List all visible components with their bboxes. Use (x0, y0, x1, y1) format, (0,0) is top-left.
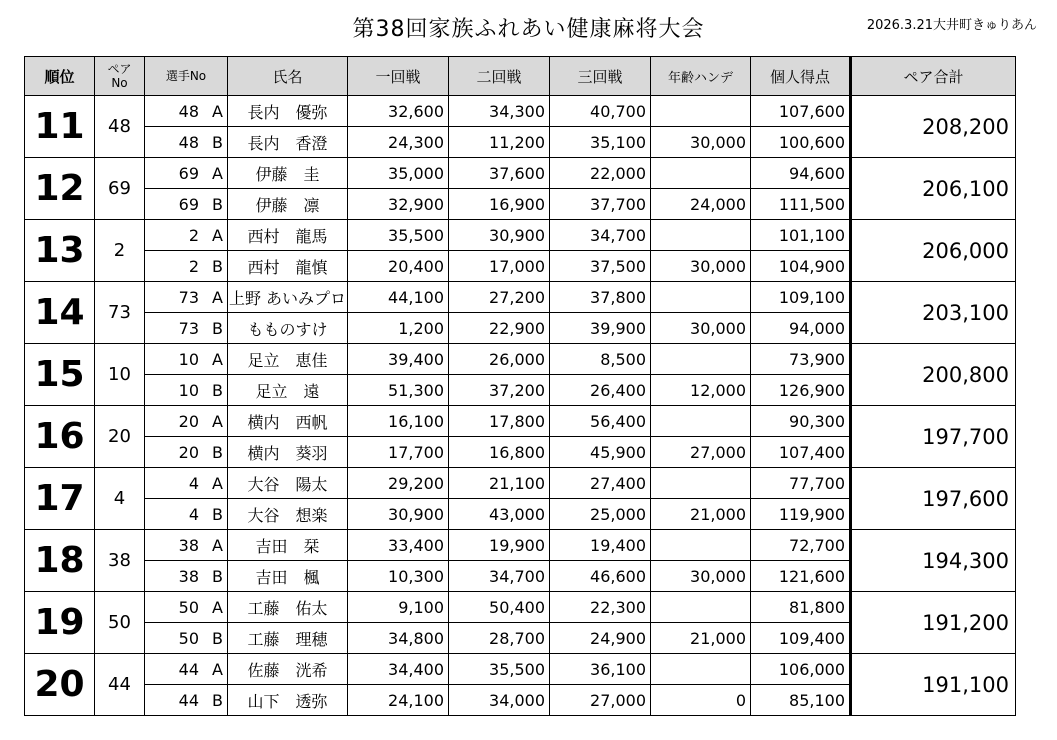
pair-total-cell: 206,100 (851, 158, 1016, 220)
pair-no-cell: 4 (95, 468, 145, 530)
pair-total-cell: 206,000 (851, 220, 1016, 282)
rank-cell: 20 (25, 654, 95, 716)
player-letter: B (212, 690, 223, 710)
round2-cell: 50,400 (449, 592, 550, 623)
header-round2: 二回戦 (449, 57, 550, 96)
round3-cell: 37,800 (550, 282, 651, 313)
header-player-no: 選手No (145, 57, 228, 96)
player-number: 44 (178, 659, 199, 679)
age-handicap-cell: 30,000 (651, 251, 751, 282)
player-no-cell (145, 685, 228, 716)
individual-score-cell: 126,900 (751, 375, 851, 406)
rank-cell: 16 (25, 406, 95, 468)
player-number: 48 (178, 101, 199, 121)
age-handicap-cell (651, 654, 751, 685)
player-no-cell (145, 530, 228, 561)
player-no-cell (145, 561, 228, 592)
round1-cell: 39,400 (348, 344, 449, 375)
player-name-cell: 伊藤 圭 (228, 158, 348, 189)
age-handicap-cell: 24,000 (651, 189, 751, 220)
header-name: 氏名 (228, 57, 348, 96)
round3-cell: 25,000 (550, 499, 651, 530)
round3-cell: 40,700 (550, 96, 651, 127)
header-pair-no-line1: ペア (107, 62, 132, 76)
pair-total-cell: 191,200 (851, 592, 1016, 654)
player-number: 10 (178, 380, 199, 400)
player-no-cell (145, 499, 228, 530)
age-handicap-cell: 27,000 (651, 437, 751, 468)
individual-score-cell: 81,800 (751, 592, 851, 623)
player-name-cell: 西村 龍馬 (228, 220, 348, 251)
player-name-cell: 伊藤 凛 (228, 189, 348, 220)
player-number: 4 (188, 473, 199, 493)
table-row (25, 96, 1016, 127)
player-number: 50 (178, 597, 199, 617)
individual-score-cell: 104,900 (751, 251, 851, 282)
individual-score-cell: 109,400 (751, 623, 851, 654)
round2-cell: 37,600 (449, 158, 550, 189)
individual-score-cell: 107,600 (751, 96, 851, 127)
rank-cell: 17 (25, 468, 95, 530)
round1-cell: 29,200 (348, 468, 449, 499)
round2-cell: 34,700 (449, 561, 550, 592)
player-letter: B (212, 318, 223, 338)
player-no-cell (145, 282, 228, 313)
date-venue: 2026.3.21大井町きゅりあん (866, 18, 1037, 33)
player-name-cell: 長内 優弥 (228, 96, 348, 127)
table-row (25, 220, 1016, 251)
round2-cell: 34,300 (449, 96, 550, 127)
player-letter: B (212, 566, 223, 586)
player-number: 38 (178, 535, 199, 555)
pair-no-cell: 50 (95, 592, 145, 654)
age-handicap-cell (651, 406, 751, 437)
player-name-cell: 大谷 陽太 (228, 468, 348, 499)
age-handicap-cell (651, 96, 751, 127)
round3-cell: 36,100 (550, 654, 651, 685)
page-title: 第38回家族ふれあい健康麻将大会 (352, 17, 705, 42)
individual-score-cell: 73,900 (751, 344, 851, 375)
rank-cell: 11 (25, 96, 95, 158)
age-handicap-cell: 12,000 (651, 375, 751, 406)
player-number: 10 (178, 349, 199, 369)
header-round3: 三回戦 (550, 57, 651, 96)
player-no-cell (145, 468, 228, 499)
round1-cell: 10,300 (348, 561, 449, 592)
player-letter: B (212, 132, 223, 152)
player-no-cell (145, 251, 228, 282)
pair-no-cell: 44 (95, 654, 145, 716)
round3-cell: 35,100 (550, 127, 651, 158)
round1-cell: 32,600 (348, 96, 449, 127)
round2-cell: 21,100 (449, 468, 550, 499)
player-letter: A (212, 411, 223, 431)
round2-cell: 17,000 (449, 251, 550, 282)
player-name-cell: 横内 西帆 (228, 406, 348, 437)
player-letter: A (212, 101, 223, 121)
rank-cell: 19 (25, 592, 95, 654)
round1-cell: 30,900 (348, 499, 449, 530)
round3-cell: 37,700 (550, 189, 651, 220)
player-no-cell (145, 189, 228, 220)
player-name-cell: 足立 遠 (228, 375, 348, 406)
player-number: 73 (178, 287, 199, 307)
round2-cell: 19,900 (449, 530, 550, 561)
table-row (25, 158, 1016, 189)
round3-cell: 37,500 (550, 251, 651, 282)
age-handicap-cell: 0 (651, 685, 751, 716)
header-rank: 順位 (25, 57, 95, 96)
round1-cell: 1,200 (348, 313, 449, 344)
player-no-cell (145, 406, 228, 437)
pair-no-cell: 48 (95, 96, 145, 158)
table-row (25, 468, 1016, 499)
age-handicap-cell: 21,000 (651, 499, 751, 530)
round2-cell: 17,800 (449, 406, 550, 437)
header-pair-total: ペア合計 (851, 57, 1016, 96)
player-name-cell: 吉田 楓 (228, 561, 348, 592)
rank-cell: 13 (25, 220, 95, 282)
round2-cell: 22,900 (449, 313, 550, 344)
round1-cell: 35,500 (348, 220, 449, 251)
header-age-handicap: 年齢ハンデ (651, 57, 751, 96)
round2-cell: 16,900 (449, 189, 550, 220)
age-handicap-cell (651, 344, 751, 375)
pair-total-cell: 200,800 (851, 344, 1016, 406)
player-letter: A (212, 349, 223, 369)
individual-score-cell: 107,400 (751, 437, 851, 468)
round2-cell: 43,000 (449, 499, 550, 530)
player-number: 20 (178, 411, 199, 431)
round3-cell: 8,500 (550, 344, 651, 375)
table-row (25, 344, 1016, 375)
round3-cell: 24,900 (550, 623, 651, 654)
player-no-cell (145, 158, 228, 189)
table-row (25, 282, 1016, 313)
individual-score-cell: 121,600 (751, 561, 851, 592)
player-letter: B (212, 442, 223, 462)
player-no-cell (145, 654, 228, 685)
player-name-cell: 大谷 想楽 (228, 499, 348, 530)
age-handicap-cell (651, 468, 751, 499)
round1-cell: 51,300 (348, 375, 449, 406)
player-number: 69 (178, 194, 199, 214)
round2-cell: 16,800 (449, 437, 550, 468)
age-handicap-cell: 30,000 (651, 561, 751, 592)
age-handicap-cell (651, 220, 751, 251)
player-letter: B (212, 194, 223, 214)
round2-cell: 37,200 (449, 375, 550, 406)
player-letter: A (212, 225, 223, 245)
player-number: 4 (188, 504, 199, 524)
age-handicap-cell: 30,000 (651, 127, 751, 158)
individual-score-cell: 90,300 (751, 406, 851, 437)
age-handicap-cell: 21,000 (651, 623, 751, 654)
results-body (25, 96, 1016, 716)
header-individual-score: 個人得点 (751, 57, 851, 96)
round1-cell: 9,100 (348, 592, 449, 623)
individual-score-cell: 77,700 (751, 468, 851, 499)
player-no-cell (145, 344, 228, 375)
pair-no-cell: 10 (95, 344, 145, 406)
player-number: 38 (178, 566, 199, 586)
rank-cell: 12 (25, 158, 95, 220)
player-no-cell (145, 313, 228, 344)
round2-cell: 30,900 (449, 220, 550, 251)
player-letter: B (212, 380, 223, 400)
round3-cell: 34,700 (550, 220, 651, 251)
individual-score-cell: 100,600 (751, 127, 851, 158)
pair-no-cell: 2 (95, 220, 145, 282)
player-number: 48 (178, 132, 199, 152)
header-pair-no-line2: No (111, 76, 128, 90)
pair-total-cell: 197,600 (851, 468, 1016, 530)
table-row (25, 406, 1016, 437)
round1-cell: 32,900 (348, 189, 449, 220)
player-number: 69 (178, 163, 199, 183)
age-handicap-cell (651, 158, 751, 189)
player-letter: A (212, 659, 223, 679)
table-row (25, 592, 1016, 623)
individual-score-cell: 111,500 (751, 189, 851, 220)
round1-cell: 44,100 (348, 282, 449, 313)
table-row (25, 530, 1016, 561)
round1-cell: 16,100 (348, 406, 449, 437)
round1-cell: 33,400 (348, 530, 449, 561)
player-letter: A (212, 597, 223, 617)
round3-cell: 56,400 (550, 406, 651, 437)
player-letter: B (212, 504, 223, 524)
round2-cell: 11,200 (449, 127, 550, 158)
player-name-cell: 吉田 栞 (228, 530, 348, 561)
player-name-cell: 長内 香澄 (228, 127, 348, 158)
individual-score-cell: 106,000 (751, 654, 851, 685)
player-name-cell: 工藤 佑太 (228, 592, 348, 623)
round1-cell: 20,400 (348, 251, 449, 282)
player-no-cell (145, 96, 228, 127)
pair-total-cell: 208,200 (851, 96, 1016, 158)
round3-cell: 39,900 (550, 313, 651, 344)
individual-score-cell: 85,100 (751, 685, 851, 716)
player-number: 2 (188, 225, 199, 245)
round2-cell: 26,000 (449, 344, 550, 375)
player-name-cell: 工藤 理穂 (228, 623, 348, 654)
round3-cell: 27,400 (550, 468, 651, 499)
rank-cell: 14 (25, 282, 95, 344)
round2-cell: 35,500 (449, 654, 550, 685)
round2-cell: 28,700 (449, 623, 550, 654)
player-name-cell: 山下 透弥 (228, 685, 348, 716)
header-pair-no (95, 57, 145, 96)
pair-total-cell: 203,100 (851, 282, 1016, 344)
results-table (24, 56, 1016, 716)
player-name-cell: 横内 葵羽 (228, 437, 348, 468)
header-round1: 一回戦 (348, 57, 449, 96)
player-letter: A (212, 287, 223, 307)
round3-cell: 19,400 (550, 530, 651, 561)
round2-cell: 27,200 (449, 282, 550, 313)
player-no-cell (145, 375, 228, 406)
age-handicap-cell: 30,000 (651, 313, 751, 344)
rank-cell: 18 (25, 530, 95, 592)
player-no-cell (145, 220, 228, 251)
round3-cell: 46,600 (550, 561, 651, 592)
round3-cell: 26,400 (550, 375, 651, 406)
pair-no-cell: 20 (95, 406, 145, 468)
player-no-cell (145, 127, 228, 158)
player-number: 50 (178, 628, 199, 648)
player-letter: A (212, 535, 223, 555)
header-row (25, 57, 1016, 96)
player-number: 73 (178, 318, 199, 338)
player-no-cell (145, 623, 228, 654)
player-name-cell: 西村 龍慎 (228, 251, 348, 282)
player-letter: A (212, 473, 223, 493)
age-handicap-cell (651, 282, 751, 313)
round1-cell: 35,000 (348, 158, 449, 189)
round1-cell: 24,300 (348, 127, 449, 158)
round3-cell: 22,300 (550, 592, 651, 623)
pair-no-cell: 38 (95, 530, 145, 592)
pair-no-cell: 69 (95, 158, 145, 220)
pair-no-cell: 73 (95, 282, 145, 344)
individual-score-cell: 119,900 (751, 499, 851, 530)
pair-total-cell: 197,700 (851, 406, 1016, 468)
player-number: 44 (178, 690, 199, 710)
player-name-cell: 佐藤 洸希 (228, 654, 348, 685)
individual-score-cell: 94,000 (751, 313, 851, 344)
rank-cell: 15 (25, 344, 95, 406)
player-number: 20 (178, 442, 199, 462)
round1-cell: 34,400 (348, 654, 449, 685)
player-name-cell: もものすけ (228, 313, 348, 344)
table-row (25, 654, 1016, 685)
player-number: 2 (188, 256, 199, 276)
player-no-cell (145, 437, 228, 468)
player-no-cell (145, 592, 228, 623)
individual-score-cell: 101,100 (751, 220, 851, 251)
round1-cell: 24,100 (348, 685, 449, 716)
round1-cell: 17,700 (348, 437, 449, 468)
individual-score-cell: 109,100 (751, 282, 851, 313)
pair-total-cell: 194,300 (851, 530, 1016, 592)
round3-cell: 22,000 (550, 158, 651, 189)
player-letter: B (212, 628, 223, 648)
player-name-cell: 上野 あいみプロ (228, 282, 348, 313)
player-letter: B (212, 256, 223, 276)
individual-score-cell: 94,600 (751, 158, 851, 189)
pair-total-cell: 191,100 (851, 654, 1016, 716)
round3-cell: 45,900 (550, 437, 651, 468)
player-letter: A (212, 163, 223, 183)
individual-score-cell: 72,700 (751, 530, 851, 561)
age-handicap-cell (651, 592, 751, 623)
round3-cell: 27,000 (550, 685, 651, 716)
age-handicap-cell (651, 530, 751, 561)
round1-cell: 34,800 (348, 623, 449, 654)
round2-cell: 34,000 (449, 685, 550, 716)
player-name-cell: 足立 恵佳 (228, 344, 348, 375)
